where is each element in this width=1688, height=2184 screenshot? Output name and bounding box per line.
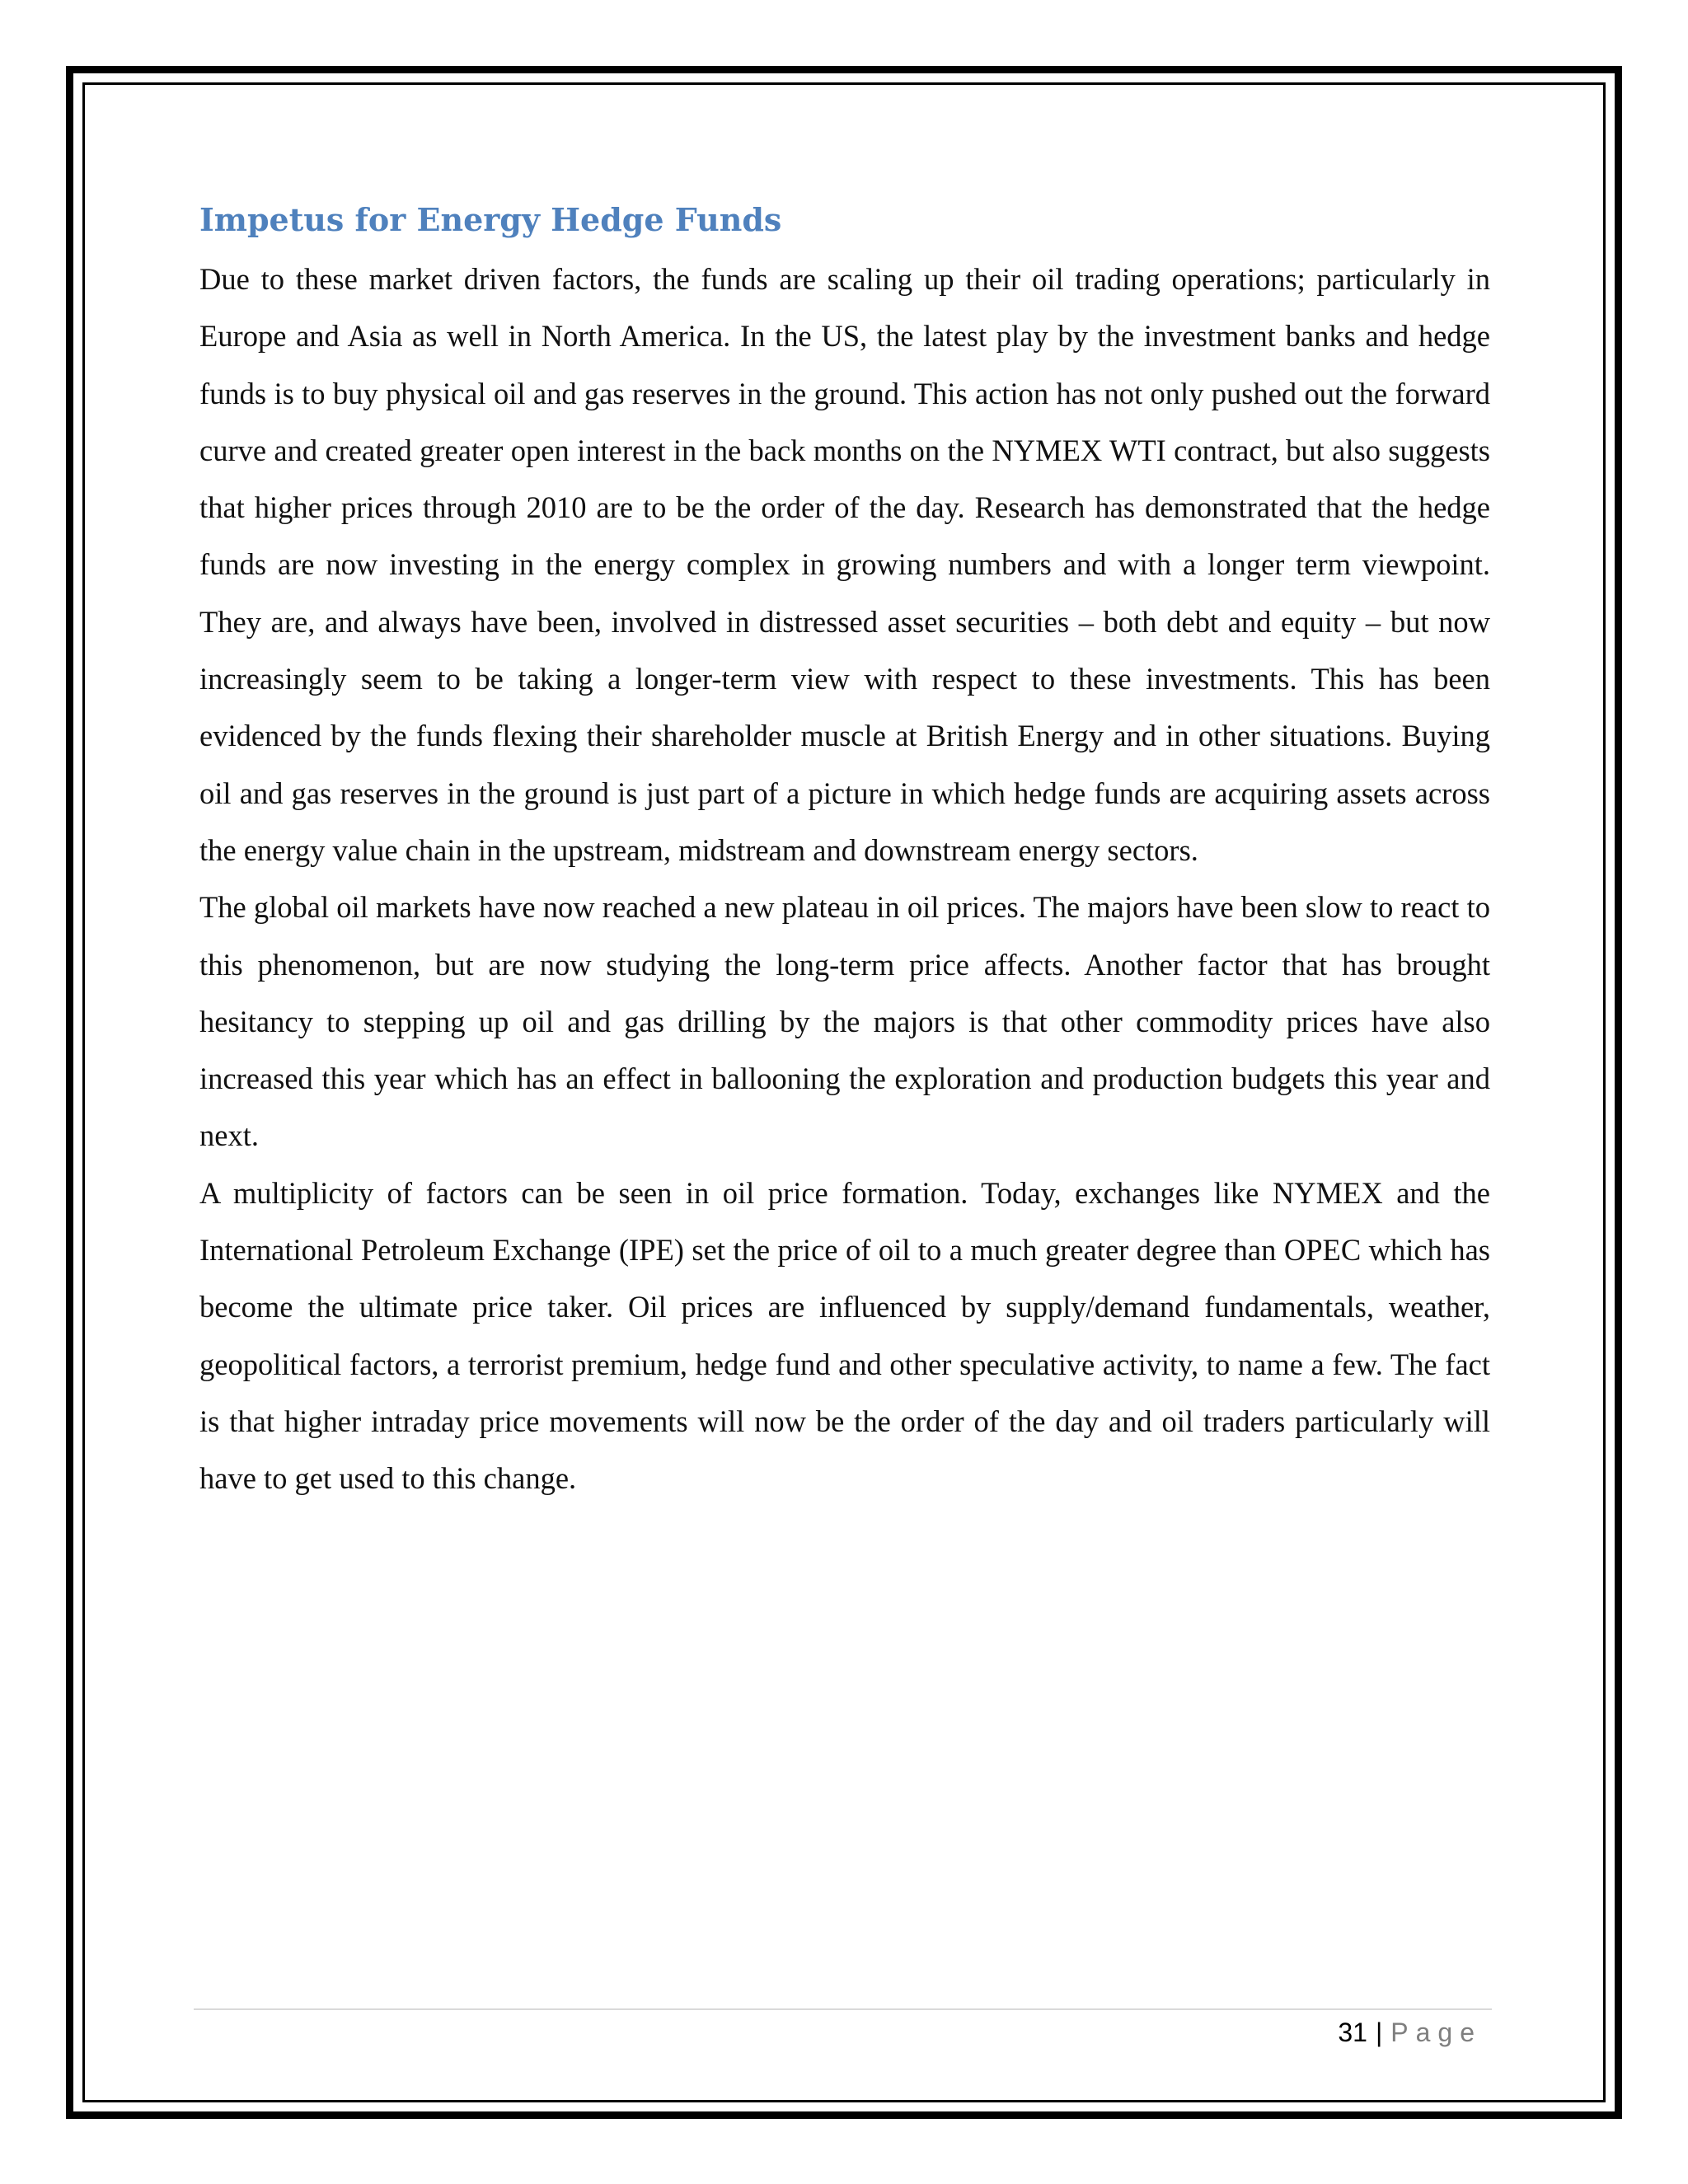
footer-divider <box>194 2008 1492 2010</box>
paragraph-2: The global oil markets have now reached a new plateau in oil prices. The majors have been slow to react to this phenomenon, but are now studying the long-term price affects. Another factor that has brought hesitancy to stepping up oil and gas drilling by the majors is that other commodity prices have also increased this year which has an effect in ballooning the exploration and production budgets this year and next. <box>199 890 1490 1153</box>
paragraph-1: Due to these market driven factors, the funds are scaling up their oil trading operations; particularly in Europe and Asia as well in North America. In the US, the latest play by the investment banks and hedge funds is to buy physical oil and gas reserves in the ground. This action has not only pushed out the forward curve and created greater open interest in the back months on the NYMEX WTI contract, but also suggests that higher prices through 2010 are to be the order of the day. Research has demonstrated that the hedge funds are now investing in the energy complex in growing numbers and with a longer term viewpoint. They are, and always have been, involved in distressed asset securities – both debt and equity – but now increasingly seem to be taking a longer-term view with respect to these investments. This has been evidenced by the funds flexing their shareholder muscle at British Energy and in other situations. Buying oil and gas reserves in the ground is just part of a picture in which hedge funds are acquiring assets across the energy value chain in the upstream, midstream and downstream energy sectors. <box>199 262 1490 867</box>
page-footer <box>1338 2011 1482 2054</box>
section-heading: Impetus for Energy Hedge Funds <box>199 201 782 238</box>
page-label: Page <box>1390 2018 1482 2047</box>
page-content <box>199 193 1490 1507</box>
page-number: 31 <box>1338 2018 1367 2047</box>
paragraph-3: A multiplicity of factors can be seen in oil price formation. Today, exchanges like NYMEX and the International Petroleum Exchange (IPE) set the price of oil to a much greater degree than OPEC which has become the ultimate price taker. Oil prices are influenced by supply/demand fundamentals, weather, geopolitical factors, a terrorist premium, hedge fund and other speculative activity, to name a few. The fact is that higher intraday price movements will now be the order of the day and oil traders particularly will have to get used to this change. <box>199 1175 1490 1496</box>
footer-separator: | <box>1375 2018 1383 2047</box>
